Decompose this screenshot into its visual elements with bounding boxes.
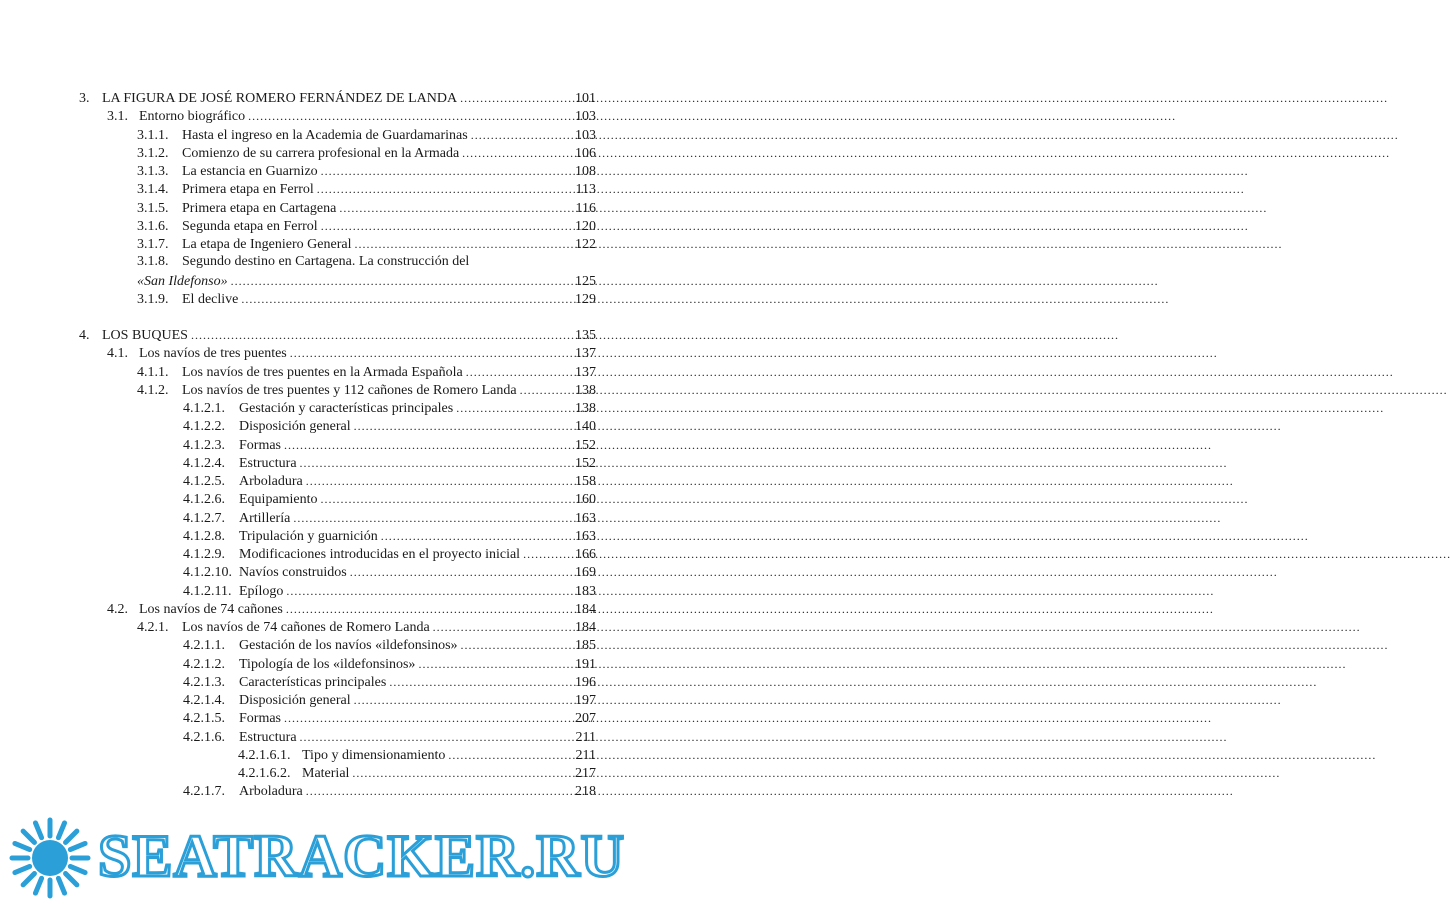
- toc-entry: [0, 344, 636, 362]
- toc-entry-title: Tipo y dimensionamiento: [302, 747, 446, 763]
- table-of-contents: [0, 89, 636, 801]
- toc-entry-title: Modificaciones introducidas en el proyecto inicial: [239, 547, 521, 562]
- toc-entry-title: Formas: [239, 437, 281, 453]
- sun-ray: [70, 866, 85, 872]
- toc-entry-number: 3.1.2.: [137, 145, 169, 161]
- toc-entry-page: 163: [575, 510, 596, 526]
- dot-leader: [354, 417, 569, 435]
- toc-entry-page: 211: [575, 747, 596, 763]
- dot-leader: [290, 344, 569, 362]
- dot-leader: [352, 764, 569, 782]
- toc-entry-page: 184: [575, 601, 596, 617]
- sun-ray: [15, 866, 30, 872]
- toc-entry-page: 120: [575, 218, 596, 234]
- toc-entry-number: 4.: [79, 328, 90, 343]
- toc-entry: [0, 235, 636, 253]
- toc-entry: [0, 399, 636, 417]
- dot-leader: [418, 655, 569, 673]
- toc-entry-number: 3.: [79, 91, 90, 106]
- toc-entry-title: El declive: [182, 291, 239, 307]
- dot-leader: [354, 235, 569, 253]
- dot-leader: [471, 126, 569, 144]
- toc-entry-number: 3.1.1.: [137, 127, 169, 143]
- dot-leader: [321, 162, 569, 180]
- toc-entry: [0, 180, 636, 198]
- sun-ray: [35, 823, 41, 838]
- toc-entry: [0, 454, 636, 472]
- toc-entry-number: 4.1.2.10.: [183, 565, 232, 581]
- toc-entry-title: Gestación y características principales: [239, 401, 454, 416]
- toc-entry-title: Características principales: [239, 674, 387, 690]
- toc-entry: [0, 272, 636, 290]
- dot-leader: [191, 326, 569, 344]
- toc-entry-page: 196: [575, 674, 596, 690]
- toc-entry-title: Epílogo: [239, 583, 284, 599]
- toc-entry-page: 152: [575, 455, 596, 471]
- toc-entry-title: LOS BUQUES: [102, 328, 188, 343]
- dot-leader: [248, 107, 569, 125]
- dot-leader: [300, 728, 569, 746]
- toc-entry-page: 113: [575, 182, 596, 198]
- toc-entry: [0, 709, 636, 727]
- toc-entry: [0, 381, 636, 399]
- toc-entry-number: 4.1.2.8.: [183, 528, 225, 544]
- toc-entry-page: 103: [575, 127, 596, 143]
- toc-entry-number: 3.1.6.: [137, 218, 169, 234]
- toc-entry-title: Gestación de los navíos «ildefonsinos»: [239, 638, 458, 654]
- toc-entry-number: 4.1.2.7.: [183, 510, 225, 526]
- toc-entry-title: Entorno biográfico: [139, 109, 246, 125]
- toc-entry-number: 4.1.2.6.: [183, 492, 225, 508]
- toc-entry-page: 152: [575, 437, 596, 453]
- toc-entry-title: Equipamiento: [239, 492, 318, 508]
- toc-entry-page: 106: [575, 145, 596, 161]
- dot-leader: [286, 582, 569, 600]
- toc-entry-page: 103: [575, 109, 596, 125]
- toc-entry: [0, 655, 636, 673]
- dot-leader: [286, 600, 569, 618]
- sun-ray: [58, 878, 64, 893]
- toc-entry: [0, 253, 636, 271]
- toc-entry-number: 3.1.8.: [137, 254, 169, 270]
- toc-entry-title: Disposición general: [239, 419, 351, 435]
- toc-entry-number: 4.1.2.11.: [183, 583, 232, 599]
- toc-entry-page: 166: [575, 547, 596, 562]
- toc-entry-title: Estructura: [239, 729, 297, 745]
- toc-entry: [0, 509, 636, 527]
- toc-entry-title: Segundo destino en Cartagena. La construcción del: [182, 254, 470, 270]
- dot-leader: [350, 563, 569, 581]
- toc-entry-title: Hasta el ingreso en la Academia de Guardamarinas: [182, 127, 468, 143]
- toc-entry-title: Tipología de los «ildefonsinos»: [239, 656, 416, 672]
- toc-entry-page: 137: [575, 364, 596, 380]
- dot-leader: [520, 381, 569, 399]
- toc-entry-page: 116: [575, 200, 596, 216]
- toc-entry-page: 137: [575, 346, 596, 362]
- toc-entry: [0, 290, 636, 308]
- toc-entry: [0, 217, 636, 235]
- toc-entry: [0, 417, 636, 435]
- toc-entry: [0, 162, 636, 180]
- toc-entry-page: 184: [575, 620, 596, 635]
- sun-ray: [15, 843, 30, 849]
- toc-entry-page: 138: [575, 401, 596, 416]
- toc-entry-number: 4.2.1.5.: [183, 711, 225, 727]
- toc-entry-title: Navíos construidos: [239, 565, 347, 581]
- toc-entry: [0, 545, 636, 563]
- dot-leader: [300, 454, 569, 472]
- toc-entry: [0, 363, 636, 381]
- dot-leader: [389, 673, 569, 691]
- toc-entry-number: 4.1.2.2.: [183, 419, 225, 435]
- toc-entry-number: 4.2.1.3.: [183, 674, 225, 690]
- toc-entry-title: Arboladura: [239, 474, 303, 489]
- toc-entry: [0, 527, 636, 545]
- toc-entry: [0, 673, 636, 691]
- toc-entry-title: Tripulación y guarnición: [239, 528, 378, 544]
- toc-entry-number: 4.2.: [107, 601, 128, 617]
- toc-entry-number: 4.1.2.1.: [183, 401, 225, 416]
- dot-leader: [231, 272, 569, 290]
- dot-leader: [354, 691, 569, 709]
- dot-leader: [321, 217, 569, 235]
- toc-entry-title: La etapa de Ingeniero General: [182, 237, 352, 252]
- toc-entry: [0, 636, 636, 654]
- dot-leader: [460, 89, 569, 107]
- toc-entry-title: Arboladura: [239, 784, 303, 800]
- toc-entry-page: 207: [575, 711, 596, 727]
- toc-entry: [0, 199, 636, 217]
- toc-entry-page: 101: [575, 91, 596, 106]
- toc-entry-title: «San Ildefonso»: [137, 273, 228, 289]
- sun-ray: [66, 874, 77, 885]
- toc-entry: [0, 126, 636, 144]
- toc-entry-number: 3.1.9.: [137, 291, 169, 307]
- toc-entry-page: 163: [575, 528, 596, 544]
- toc-entry-number: 4.2.1.2.: [183, 656, 225, 672]
- toc-entry-page: 183: [575, 583, 596, 599]
- toc-entry-page: 108: [575, 164, 596, 179]
- toc-entry-title: Formas: [239, 711, 281, 727]
- dot-leader: [461, 636, 569, 654]
- toc-entry-title: Segunda etapa en Ferrol: [182, 218, 318, 234]
- dot-leader: [433, 618, 569, 636]
- toc-entry-page: 138: [575, 382, 596, 398]
- dot-leader: [241, 290, 569, 308]
- toc-entry-title: Los navíos de tres puentes y 112 cañones de Romero Landa: [182, 382, 517, 398]
- dot-leader: [456, 399, 569, 417]
- toc-entry-title: Primera etapa en Ferrol: [182, 182, 314, 198]
- dot-leader: [306, 472, 569, 490]
- toc-entry-title: La estancia en Guarnizo: [182, 164, 318, 179]
- toc-entry: [0, 436, 636, 454]
- sun-ray: [70, 843, 85, 849]
- toc-entry: [0, 472, 636, 490]
- toc-entry-number: 3.1.5.: [137, 200, 169, 216]
- toc-entry-number: 3.1.3.: [137, 164, 169, 179]
- toc-entry-page: 218: [575, 784, 596, 800]
- toc-entry-page: 191: [575, 656, 596, 672]
- toc-entry-page: 158: [575, 474, 596, 489]
- toc-entry-page: 217: [575, 766, 596, 781]
- dot-leader: [466, 363, 569, 381]
- toc-entry: [0, 691, 636, 709]
- toc-entry-title: Los navíos de 74 cañones: [139, 601, 283, 617]
- toc-entry-number: 4.2.1.1.: [183, 638, 225, 654]
- toc-entry: [0, 728, 636, 746]
- toc-entry: [0, 764, 636, 782]
- toc-entry: [0, 600, 636, 618]
- toc-entry-number: 4.2.1.7.: [183, 784, 225, 800]
- toc-entry-title: Primera etapa en Cartagena: [182, 200, 337, 216]
- dot-leader: [321, 490, 569, 508]
- toc-entry: [0, 89, 636, 107]
- toc-entry-title: Los navíos de 74 cañones de Romero Landa: [182, 620, 430, 635]
- sun-ray: [23, 874, 34, 885]
- sun-ray: [23, 831, 34, 842]
- toc-entry-title: Comienzo de su carrera profesional en la Armada: [182, 145, 460, 161]
- toc-entry-page: 185: [575, 638, 596, 654]
- toc-entry-number: 4.2.1.4.: [183, 693, 225, 708]
- toc-entry-page: 125: [575, 273, 596, 289]
- toc-entry: [0, 107, 636, 125]
- dot-leader: [284, 709, 569, 727]
- toc-entry-title: Artillería: [239, 510, 291, 526]
- toc-entry: [0, 746, 636, 764]
- toc-entry-title: Material: [302, 766, 350, 781]
- toc-entry: [0, 326, 636, 344]
- toc-entry-title: Los navíos de tres puentes en la Armada Española: [182, 364, 463, 380]
- dot-leader: [381, 527, 569, 545]
- toc-entry-number: 4.2.1.6.: [183, 729, 225, 745]
- toc-entry-number: 4.1.2.5.: [183, 474, 225, 489]
- toc-entry: [0, 144, 636, 162]
- toc-entry-number: 3.1.7.: [137, 237, 169, 252]
- toc-entry: [0, 490, 636, 508]
- watermark: [0, 812, 636, 904]
- sun-ray: [58, 823, 64, 838]
- toc-entry-page: 140: [575, 419, 596, 435]
- toc-entry-page: 129: [575, 291, 596, 307]
- toc-entry-number: 4.1.2.3.: [183, 437, 225, 453]
- dot-leader: [523, 545, 569, 563]
- dot-leader: [448, 746, 569, 764]
- toc-entry-page: 135: [575, 328, 596, 343]
- toc-entry-title: Los navíos de tres puentes: [139, 346, 287, 362]
- toc-entry: [0, 618, 636, 636]
- toc-entry-page: 197: [575, 693, 596, 708]
- toc-entry-title: LA FIGURA DE JOSÉ ROMERO FERNÁNDEZ DE LANDA: [102, 91, 458, 106]
- toc-entry-title: Estructura: [239, 455, 297, 471]
- sun-ray: [35, 878, 41, 893]
- toc-entry-number: 4.1.2.4.: [183, 455, 225, 471]
- toc-entry-number: 4.2.1.: [137, 620, 169, 635]
- dot-leader: [293, 509, 569, 527]
- toc-entry-number: 4.1.1.: [137, 364, 169, 380]
- toc-entry: [0, 563, 636, 581]
- toc-entry: [0, 782, 636, 800]
- toc-entry-number: 4.2.1.6.1.: [238, 747, 291, 763]
- toc-entry-number: 3.1.4.: [137, 182, 169, 198]
- watermark-text: SEATRACKER.RU: [98, 823, 625, 889]
- toc-entry-number: 4.1.2.: [137, 382, 169, 398]
- sun-logo-icon: [0, 812, 100, 904]
- toc-entry-number: 4.2.1.6.2.: [238, 766, 291, 781]
- dot-leader: [306, 782, 569, 800]
- toc-entry-page: 122: [575, 237, 596, 252]
- dot-leader: [339, 199, 569, 217]
- sun-ray: [66, 831, 77, 842]
- toc-entry-page: 160: [575, 492, 596, 508]
- dot-leader: [462, 144, 569, 162]
- dot-leader: [284, 436, 569, 454]
- toc-entry-page: 169: [575, 565, 596, 581]
- toc-entry-number: 3.1.: [107, 109, 128, 125]
- toc-entry-number: 4.1.2.9.: [183, 547, 225, 562]
- dot-leader: [317, 180, 569, 198]
- toc-entry-number: 4.1.: [107, 346, 128, 362]
- toc-entry-page: 211: [575, 729, 596, 745]
- toc-entry: [0, 582, 636, 600]
- toc-entry-title: Disposición general: [239, 693, 351, 708]
